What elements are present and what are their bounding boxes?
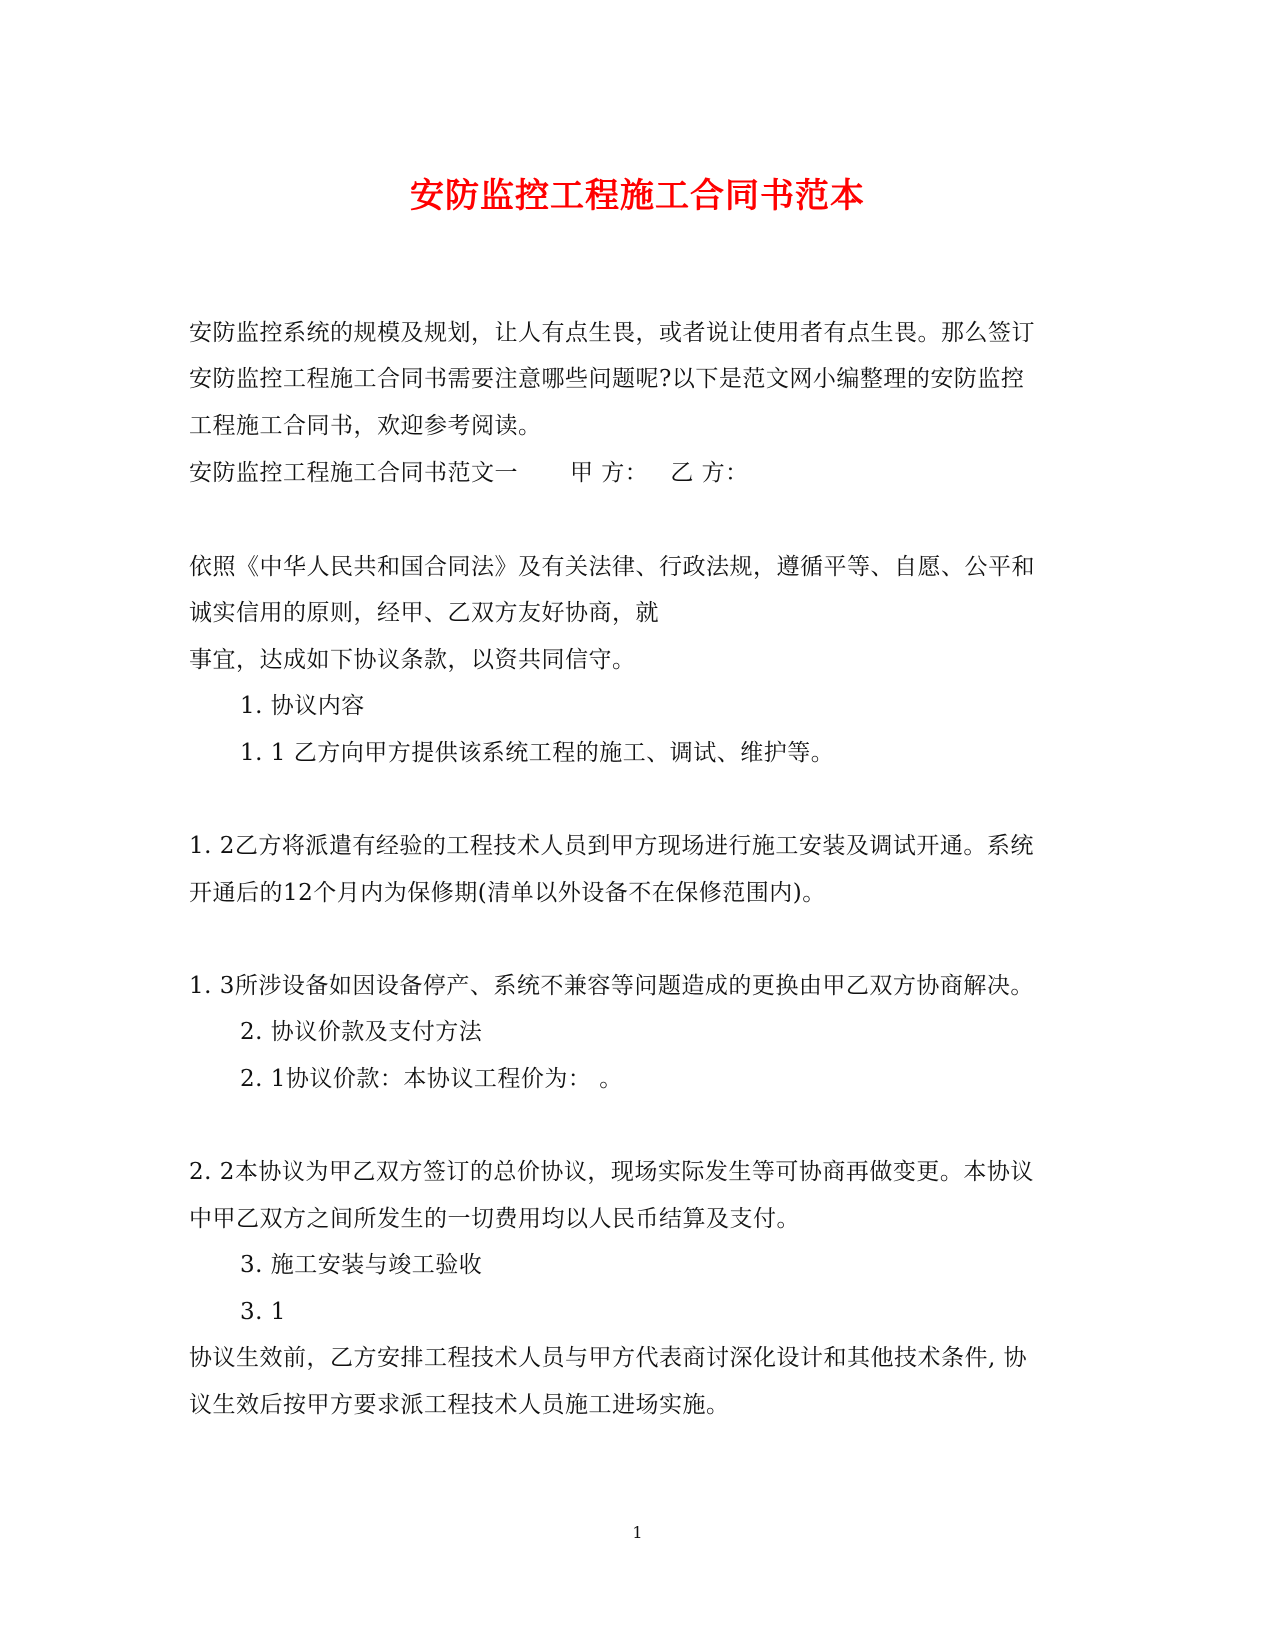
clause-2-1: 2. 1协议价款：本协议工程价为： 。 — [240, 1066, 623, 1092]
section-1-heading: 1. 协议内容 — [240, 693, 365, 719]
clause-3-1-line: 协议生效前，乙方安排工程技术人员与甲方代表商讨深化设计和其他技术条件, 协 — [189, 1345, 1028, 1371]
clause-3-1-line: 议生效后按甲方要求派工程技术人员施工进场实施。 — [189, 1392, 730, 1418]
intro-line: 安防监控系统的规模及规划，让人有点生畏，或者说让使用者有点生畏。那么签订 — [189, 320, 1035, 346]
intro-line: 安防监控工程施工合同书需要注意哪些问题呢?以下是范文网小编整理的安防监控 — [189, 366, 1025, 392]
section-2-heading: 2. 协议价款及支付方法 — [240, 1019, 483, 1045]
clause-3-1-label: 3. 1 — [240, 1299, 286, 1325]
page-number: 1 — [632, 1523, 643, 1542]
clause-1-3: 1. 3所涉设备如因设备停产、系统不兼容等问题造成的更换由甲乙双方协商解决。 — [189, 973, 1034, 999]
clause-2-2-line: 中甲乙双方之间所发生的一切费用均以人民币结算及支付。 — [189, 1206, 800, 1232]
party-b-label: 乙 方： — [670, 460, 749, 486]
clause-1-1: 1. 1 乙方向甲方提供该系统工程的施工、调试、维护等。 — [240, 740, 835, 766]
document-title: 安防监控工程施工合同书范本 — [410, 176, 865, 216]
preamble-line: 诚实信用的原则，经甲、乙双方友好协商，就 — [189, 600, 659, 626]
party-a-label: 甲 方： — [570, 460, 649, 486]
preamble-line: 事宜，达成如下协议条款，以资共同信守。 — [189, 647, 636, 673]
preamble-line: 依照《中华人民共和国合同法》及有关法律、行政法规，遵循平等、自愿、公平和 — [189, 554, 1035, 580]
sample-heading-row — [189, 456, 749, 490]
section-3-heading: 3. 施工安装与竣工验收 — [240, 1252, 483, 1278]
clause-1-2-line: 开通后的12个月内为保修期(清单以外设备不在保修范围内)。 — [189, 880, 826, 906]
intro-line: 工程施工合同书，欢迎参考阅读。 — [189, 413, 542, 439]
sample-heading: 安防监控工程施工合同书范文一 — [189, 460, 518, 486]
clause-1-2-line: 1. 2乙方将派遣有经验的工程技术人员到甲方现场进行施工安装及调试开通。系统 — [189, 833, 1034, 859]
clause-2-2-line: 2. 2本协议为甲乙双方签订的总价协议，现场实际发生等可协商再做变更。本协议 — [189, 1159, 1034, 1185]
